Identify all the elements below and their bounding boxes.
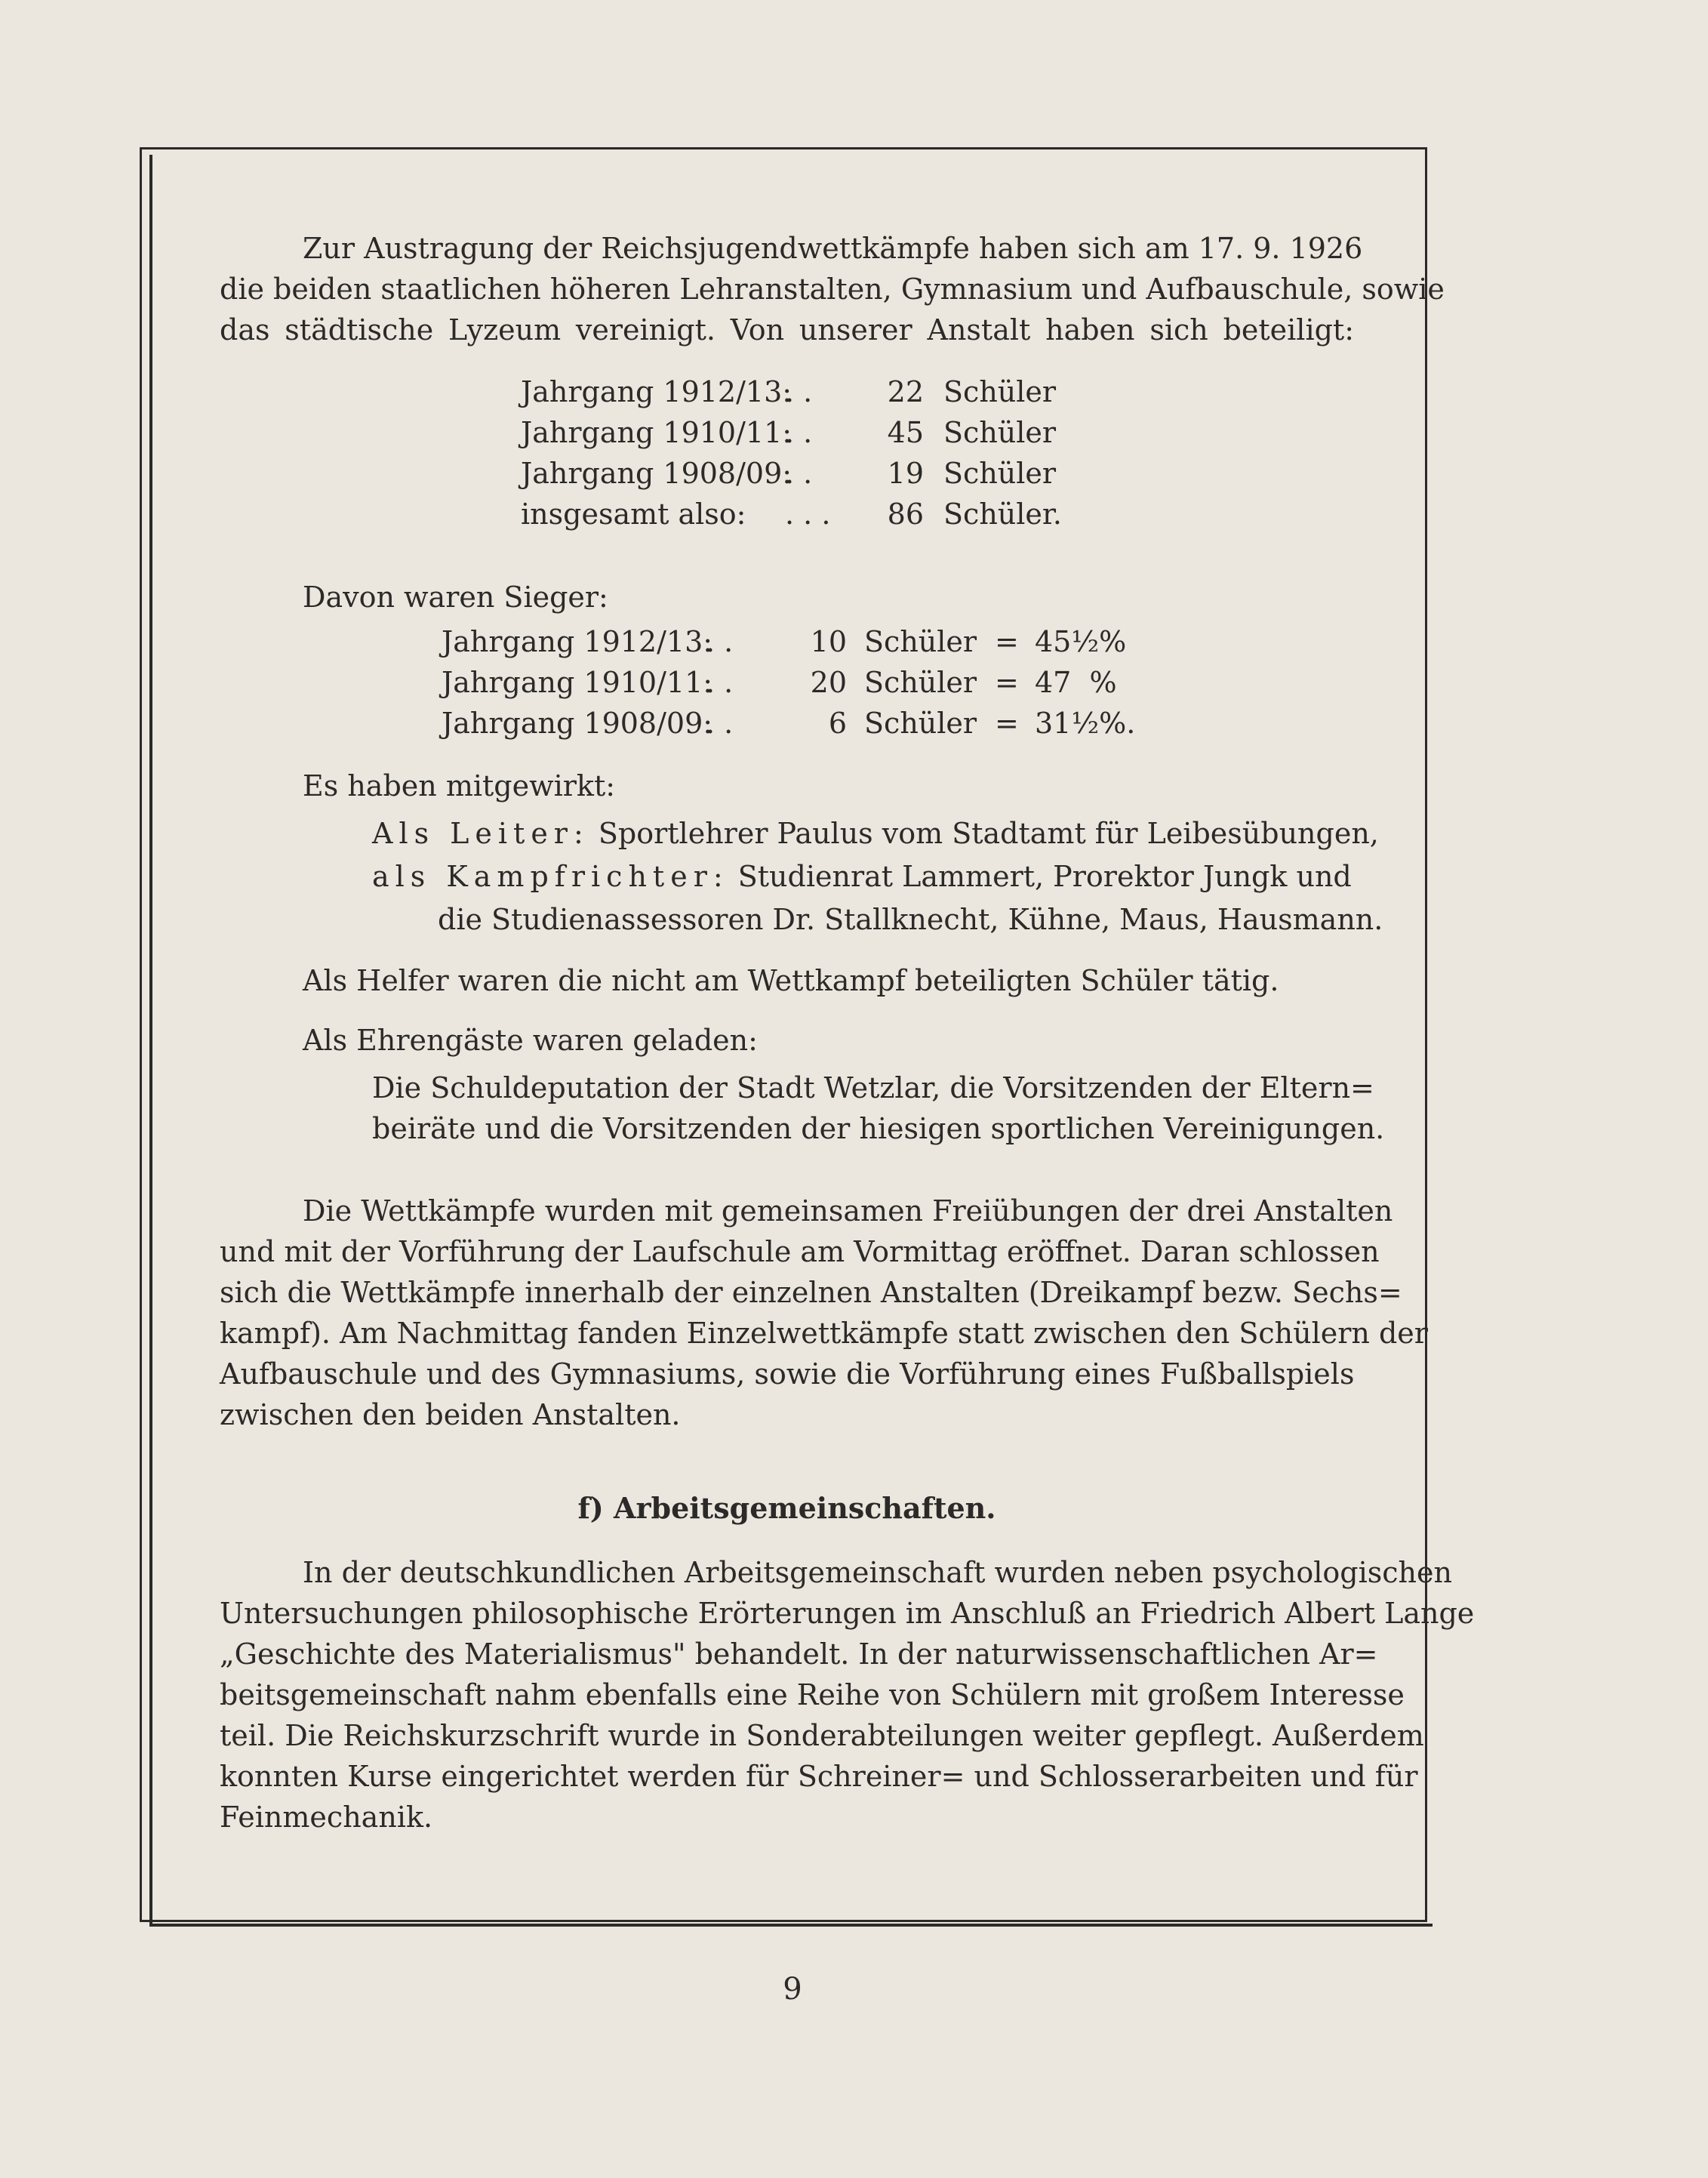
row-label: Jahrgang 1912/13: — [442, 625, 713, 658]
row-unit: Schüler — [943, 457, 1057, 490]
text-line: teil. Die Reichskurzschrift wurde in Sonderabteilungen weiter gepflegt. Außerdem — [220, 1719, 1424, 1752]
row-equals: = — [995, 666, 1019, 699]
row-label: Jahrgang 1908/09: — [521, 457, 792, 490]
row-dots: . . — [785, 375, 813, 408]
row-label: Jahrgang 1910/11: — [442, 666, 713, 699]
text-line: beitsgemeinschaft nahm ebenfalls eine Reihe von Schülern mit großem Interesse — [220, 1678, 1405, 1711]
row-unit: Schüler — [943, 416, 1057, 449]
kampfrichter-line — [372, 856, 1353, 897]
text-line: Die Wettkämpfe wurden mit gemeinsamen Freiübungen der drei Anstalten — [303, 1194, 1393, 1228]
row-unit: Schüler — [864, 625, 977, 658]
text-line: sich die Wettkämpfe innerhalb der einzelnen Anstalten (Dreikampf bezw. Sechs= — [220, 1276, 1402, 1309]
helfer-line: Als Helfer waren die nicht am Wettkampf beteiligten Schüler tätig. — [303, 964, 1279, 997]
table-row — [0, 412, 1708, 453]
text-line: Feinmechanik. — [220, 1801, 433, 1834]
page-border-shadow-bottom — [149, 1924, 1433, 1927]
winners-heading: Davon waren Sieger: — [303, 581, 608, 614]
row-dots: . . — [706, 707, 734, 740]
table-row — [0, 371, 1708, 412]
table-row — [0, 494, 1708, 534]
text-line: In der deutschkundlichen Arbeitsgemeinschaft wurden neben psychologischen — [303, 1556, 1452, 1589]
table-row — [0, 621, 1708, 662]
table-row — [0, 453, 1708, 494]
row-dots: . . — [785, 457, 813, 490]
row-percent: 45½% — [1035, 625, 1127, 658]
text-line: Zur Austragung der Reichsjugendwettkämpfe haben sich am 17. 9. 1926 — [303, 232, 1363, 265]
row-unit: Schüler — [943, 375, 1057, 408]
row-count: 45 — [887, 416, 924, 449]
row-label: Jahrgang 1908/09: — [442, 707, 713, 740]
section-paragraph — [220, 1552, 1475, 1838]
leiter-label: Als Leiter: — [372, 817, 589, 850]
row-equals: = — [995, 625, 1019, 658]
text-line: die beiden staatlichen höheren Lehranstalten, Gymnasium und Aufbauschule, sowie — [220, 273, 1445, 306]
text-line: das städtische Lyzeum vereinigt. Von unserer Anstalt haben sich beteiligt: — [220, 313, 1354, 347]
row-count: 6 — [828, 707, 847, 740]
contributors-heading: Es haben mitgewirkt: — [303, 769, 616, 803]
intro-paragraph — [220, 228, 1445, 350]
row-label: Jahrgang 1910/11: — [521, 416, 792, 449]
row-count: 86 — [887, 498, 924, 531]
row-dots: . . — [706, 625, 734, 658]
row-dots: . . . — [785, 498, 831, 531]
page-number: 9 — [783, 1972, 802, 2007]
text-line: und mit der Vorführung der Laufschule am Vormittag eröffnet. Daran schlossen — [220, 1235, 1380, 1268]
kampfrichter-label: als Kampfrichter: — [372, 860, 729, 893]
section-heading: f) Arbeitsgemeinschaften. — [577, 1491, 996, 1525]
row-unit: Schüler — [864, 666, 977, 699]
row-label: Jahrgang 1912/13: — [521, 375, 792, 408]
leiter-text: Sportlehrer Paulus vom Stadtamt für Leibesübungen, — [598, 817, 1379, 850]
text-line: beiräte und die Vorsitzenden der hiesigen sportlichen Vereinigungen. — [372, 1112, 1385, 1145]
row-dots: . . — [706, 666, 734, 699]
table-row — [0, 703, 1708, 744]
text-line: „Geschichte des Materialismus" behandelt. In der naturwissenschaftlichen Ar= — [220, 1637, 1378, 1671]
row-count: 22 — [887, 375, 924, 408]
text-line: zwischen den beiden Anstalten. — [220, 1398, 681, 1431]
leiter-line — [372, 813, 1379, 854]
row-dots: . . — [785, 416, 813, 449]
row-count: 19 — [887, 457, 924, 490]
text-line: konnten Kurse eingerichtet werden für Schreiner= und Schlosserarbeiten und für — [220, 1760, 1418, 1793]
row-count: 10 — [810, 625, 847, 658]
text-line: Die Schuldeputation der Stadt Wetzlar, die Vorsitzenden der Eltern= — [372, 1071, 1374, 1104]
row-count: 20 — [810, 666, 847, 699]
kampfrichter-continuation: die Studienassessoren Dr. Stallknecht, Kühne, Maus, Hausmann. — [438, 903, 1383, 936]
row-label: insgesamt also: — [521, 498, 746, 531]
text-line: kampf). Am Nachmittag fanden Einzelwettkämpfe statt zwischen den Schülern der — [220, 1317, 1428, 1350]
row-unit: Schüler. — [943, 498, 1062, 531]
kampfrichter-text: Studienrat Lammert, Prorektor Jungk und — [737, 860, 1352, 893]
competition-paragraph — [220, 1191, 1428, 1435]
row-equals: = — [995, 707, 1019, 740]
guests-paragraph — [372, 1067, 1385, 1149]
text-line: Untersuchungen philosophische Erörterungen im Anschluß an Friedrich Albert Lange — [220, 1597, 1475, 1630]
row-percent: 31½%. — [1035, 707, 1136, 740]
row-unit: Schüler — [864, 707, 977, 740]
guests-heading: Als Ehrengäste waren geladen: — [303, 1024, 758, 1057]
table-row — [0, 662, 1708, 703]
row-percent: 47 % — [1035, 666, 1117, 699]
text-line: Aufbauschule und des Gymnasiums, sowie die Vorführung eines Fußballspiels — [220, 1357, 1355, 1391]
